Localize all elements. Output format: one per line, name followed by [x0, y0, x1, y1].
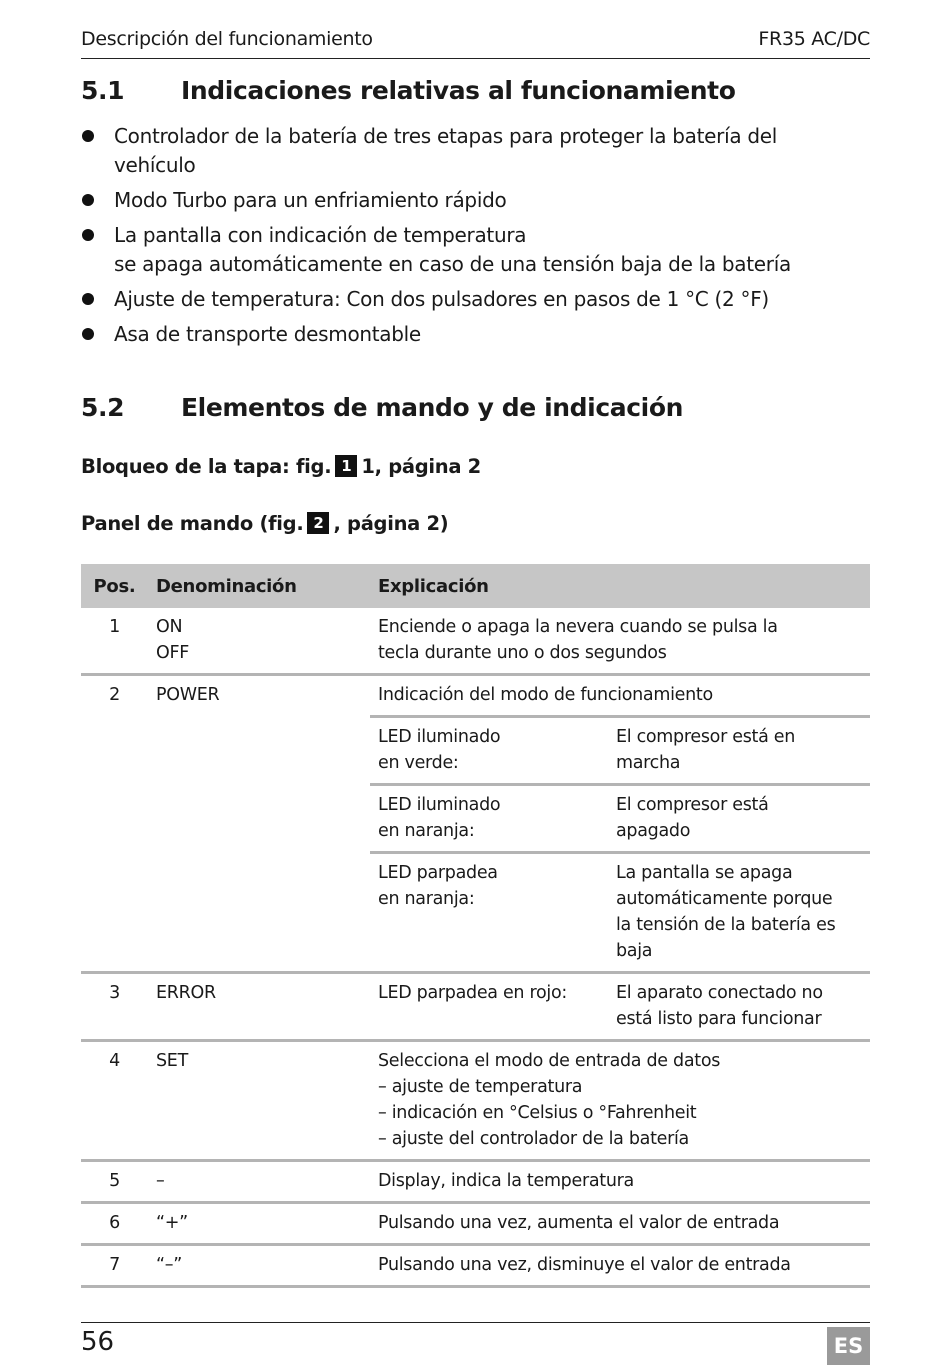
header-section-title: Descripción del funcionamiento — [81, 28, 373, 50]
list-item: La pantalla con indicación de temperatura se apaga automáticamente en caso de una tensión baja de la batería — [81, 221, 870, 279]
cell-pos: 2 — [81, 675, 148, 973]
table-row — [81, 1161, 870, 1203]
page-footer — [81, 1322, 870, 1358]
table-row — [81, 675, 870, 717]
cell-explanation: Display, indica la temperatura — [370, 1161, 870, 1203]
header-model: FR35 AC/DC — [758, 28, 870, 50]
list-item: Asa de transporte desmontable — [81, 320, 870, 349]
bullet-icon — [82, 229, 94, 241]
cell-explanation: Pulsando una vez, disminuye el valor de entrada — [370, 1245, 870, 1287]
control-elements-table — [81, 564, 870, 1288]
bullet-icon — [82, 194, 94, 206]
cell-pos: 6 — [81, 1203, 148, 1245]
section-title: Indicaciones relativas al funcionamiento — [181, 76, 736, 105]
cell-name: POWER — [148, 675, 370, 973]
feature-list — [81, 122, 870, 355]
list-item: Controlador de la batería de tres etapas para proteger la batería del vehículo — [81, 122, 870, 180]
cell-explanation: Pulsando una vez, aumenta el valor de entrada — [370, 1203, 870, 1245]
list-item: Ajuste de temperatura: Con dos pulsadores en pasos de 1 °C (2 °F) — [81, 285, 870, 314]
page-header — [81, 28, 870, 59]
table-row — [81, 608, 870, 675]
cell-led-state: LED iluminado en verde: — [370, 717, 608, 785]
table-header-row — [81, 564, 870, 608]
section-title: Elementos de mando y de indicación — [181, 393, 684, 422]
bullet-icon — [82, 328, 94, 340]
cell-name: ERROR — [148, 973, 370, 1041]
table-row — [81, 1041, 870, 1161]
cell-pos: 1 — [81, 608, 148, 675]
cell-pos: 5 — [81, 1161, 148, 1203]
cell-led-meaning: El compresor está en marcha — [608, 717, 870, 785]
cell-led-meaning: El aparato conectado no está listo para funcionar — [608, 973, 870, 1041]
control-panel-caption: Panel de mando (fig. 2 , página 2) — [81, 512, 449, 535]
cell-name: ON OFF — [148, 608, 370, 675]
list-item: Modo Turbo para un enfriamiento rápido — [81, 186, 870, 215]
table-row — [81, 973, 870, 1041]
column-header-name: Denominación — [148, 564, 370, 608]
cell-led-meaning: El compresor está apagado — [608, 785, 870, 853]
cell-name: “+” — [148, 1203, 370, 1245]
cell-led-state: LED parpadea en naranja: — [370, 853, 608, 973]
cell-name: – — [148, 1161, 370, 1203]
page-number: 56 — [81, 1327, 115, 1357]
cell-led-state: LED parpadea en rojo: — [370, 973, 608, 1041]
column-header-explanation: Explicación — [370, 564, 870, 608]
bullet-icon — [82, 130, 94, 142]
cell-led-state: LED iluminado en naranja: — [370, 785, 608, 853]
lid-lock-caption: Bloqueo de la tapa: fig. 1 1, página 2 — [81, 455, 481, 478]
figure-number-badge: 1 — [335, 455, 357, 477]
table-row — [81, 1203, 870, 1245]
cell-led-meaning: La pantalla se apaga automáticamente porque la tensión de la batería es baja — [608, 853, 870, 973]
cell-explanation: Selecciona el modo de entrada de datos – ajuste de temperatura – indicación en °Celsius o °Fahrenheit – ajuste del controlador de la batería — [370, 1041, 870, 1161]
cell-pos: 3 — [81, 973, 148, 1041]
cell-name: SET — [148, 1041, 370, 1161]
cell-pos: 7 — [81, 1245, 148, 1287]
bullet-icon — [82, 293, 94, 305]
language-badge: ES — [827, 1327, 870, 1365]
cell-explanation: Indicación del modo de funcionamiento — [370, 675, 870, 717]
cell-pos: 4 — [81, 1041, 148, 1161]
cell-name: “–” — [148, 1245, 370, 1287]
section-heading-5-2 — [81, 393, 683, 422]
cell-explanation: Enciende o apaga la nevera cuando se pulsa la tecla durante uno o dos segundos — [370, 608, 870, 675]
section-number: 5.2 — [81, 393, 125, 422]
section-number: 5.1 — [81, 76, 125, 105]
column-header-pos: Pos. — [81, 564, 148, 608]
figure-number-badge: 2 — [307, 512, 329, 534]
table-row — [81, 1245, 870, 1287]
section-heading-5-1 — [81, 76, 736, 105]
